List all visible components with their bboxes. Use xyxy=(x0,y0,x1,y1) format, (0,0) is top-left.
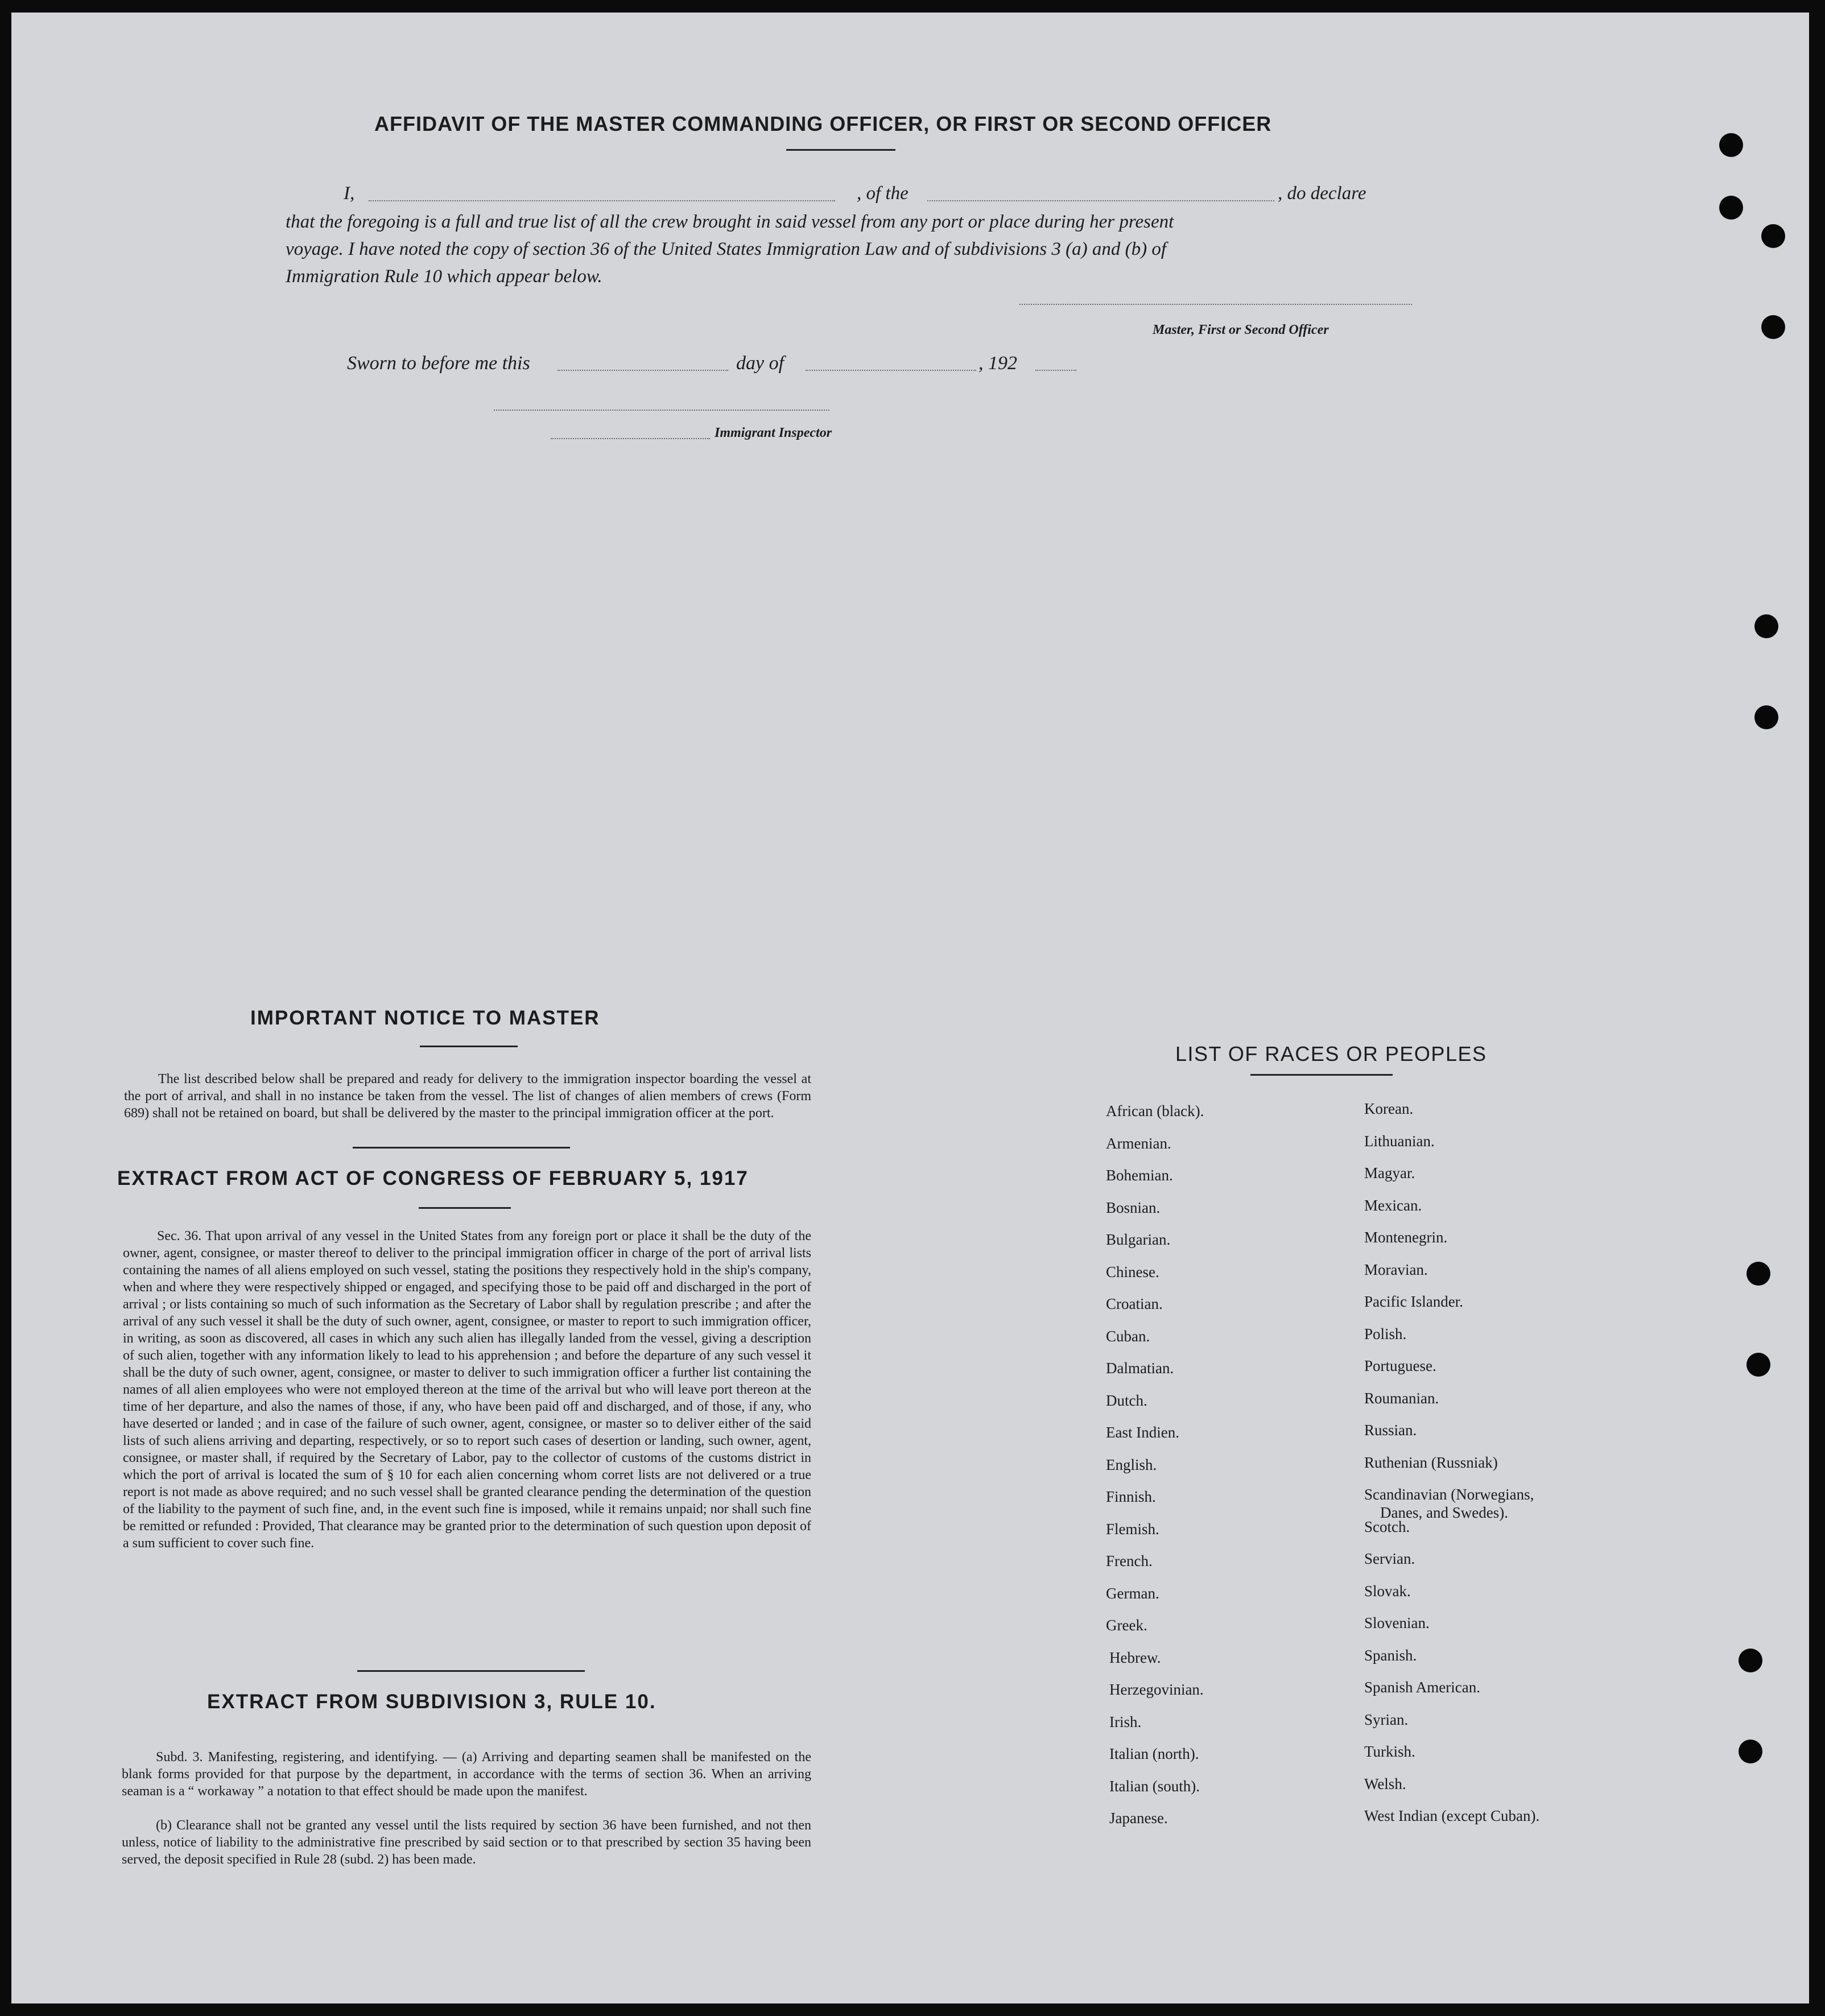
race-item: Japanese. xyxy=(1109,1810,1168,1827)
punch-hole xyxy=(1754,614,1778,638)
race-item: Slovak. xyxy=(1364,1582,1411,1600)
races-title-underline xyxy=(1250,1074,1393,1076)
race-item: Armenian. xyxy=(1106,1134,1171,1152)
race-item: French. xyxy=(1106,1552,1153,1569)
punch-hole xyxy=(1719,196,1743,220)
race-item: Polish. xyxy=(1364,1325,1407,1342)
punch-hole xyxy=(1761,315,1785,339)
declare-i-label: I, xyxy=(344,183,355,204)
race-item: Spanish American. xyxy=(1364,1679,1480,1696)
race-item: Montenegrin. xyxy=(1364,1229,1448,1246)
do-declare-label: , do declare xyxy=(1278,183,1366,204)
race-item: Dalmatian. xyxy=(1106,1360,1174,1377)
race-item: Dutch. xyxy=(1106,1391,1147,1409)
act-title-underline xyxy=(419,1207,511,1209)
race-item: German. xyxy=(1106,1584,1159,1602)
subdivision-3a-text: Subd. 3. Manifesting, registering, and identifying. — (a) Arriving and departing seamen shall be manifested on the blank forms provided for that purpose by the department, in accordance with the terms of section 36. When an arriving seaman is a “ workaway ” a notation to that effect should be made upon the manifest. xyxy=(122,1750,811,1799)
race-item: English. xyxy=(1106,1456,1157,1473)
race-item: Croatian. xyxy=(1106,1295,1163,1312)
punch-hole xyxy=(1746,1262,1770,1286)
punch-hole xyxy=(1761,224,1785,248)
race-item: Syrian. xyxy=(1364,1711,1409,1728)
notice-text: The list described below shall be prepared and ready for delivery to the immigration inspector boarding the vessel at the port of arrival, and shall in no instance be taken from the vessel. The list of changes of alien members of crews (Form 689) shall not be retained on board, but shall be delivered by the master to the principal immigration officer at the port. xyxy=(124,1072,811,1121)
punch-hole xyxy=(1739,1649,1762,1672)
race-item: Finnish. xyxy=(1106,1488,1156,1505)
race-item: Greek. xyxy=(1106,1617,1147,1634)
race-item: Hebrew. xyxy=(1109,1649,1161,1666)
sworn-day-line[interactable] xyxy=(558,370,728,371)
declaration-line-4: Immigration Rule 10 which appear below. xyxy=(286,266,602,287)
race-item: Pacific Islander. xyxy=(1364,1293,1463,1310)
race-item: Italian (north). xyxy=(1109,1745,1199,1762)
sworn-month-line[interactable] xyxy=(806,370,976,371)
subdivision-3b-text: (b) Clearance shall not be granted any vessel until the lists required by section 36 have been furnished, and not then unless, notice of liability to the administrative fine prescribed by said section or to that prescribed by section 35 having been served, the deposit specified in Rule 28 (subd. 2) has been made. xyxy=(122,1818,811,1867)
race-item: West Indian (except Cuban). xyxy=(1364,1807,1540,1824)
declaration-line-3: voyage. I have noted the copy of section 36 of the United States Immigration Law and of subdivisions 3 (a) and (b) of xyxy=(286,239,1167,259)
race-item: Moravian. xyxy=(1364,1261,1428,1278)
race-item: Servian. xyxy=(1364,1550,1415,1567)
of-the-label: , of the xyxy=(857,183,909,204)
race-item: Lithuanian. xyxy=(1364,1132,1435,1150)
race-item: Herzegovinian. xyxy=(1109,1681,1204,1698)
punch-hole xyxy=(1754,705,1778,729)
race-item: Slovenian. xyxy=(1364,1614,1430,1631)
title-underline xyxy=(786,149,895,151)
race-item: Chinese. xyxy=(1106,1263,1159,1280)
punch-hole xyxy=(1746,1353,1770,1377)
vessel-name-line[interactable] xyxy=(927,200,1274,201)
race-item: Magyar. xyxy=(1364,1164,1415,1181)
race-item: Bosnian. xyxy=(1106,1199,1161,1216)
race-item: Russian. xyxy=(1364,1422,1417,1439)
rule-extract-title: EXTRACT FROM SUBDIVISION 3, RULE 10. xyxy=(207,1691,656,1713)
race-item: Mexican. xyxy=(1364,1196,1422,1214)
race-item: Bulgarian. xyxy=(1106,1231,1171,1248)
section-36-text: Sec. 36. That upon arrival of any vessel in the United States from any foreign port or place it shall be the duty of the owner, agent, consignee, or master thereof to deliver to the principal immigration officer in charge of the port of arrival lists containing the names of all aliens employed on such vessel, stating the positions they respectively hold in the ship's company, when and where they were respectively shipped or engaged, and specifying those to be paid off and discharged in the port of arrival ; or lists containing so much of such information as the Secretary of Labor shall by regulation prescribe ; and after the arrival of any such vessel it shall be the duty of such owner, agent, consignee, or master to report to such immigration officer, in writing, as soon as discovered, all cases in which any such alien has illegally landed from the vessel, giving a description of such alien, together with any information likely to lead to his apprehension ; and before the departure of any such vessel it shall be the duty of such owner, agent, consignee, or master to deliver to such immigration officer a further list containing the names of all alien employees who were not employed thereon at the time of the arrival but who will leave port thereon at the time of her departure, and also the names of those, if any, who have been paid off and discharged, and of those, if any, who have deserted or landed ; and in case of the failure of such owner, agent, consignee, or master so to deliver either of the said lists of such aliens arriving and departing, respectively, or so to report such cases of desertion or landing, such owner, agent, consignee, or master shall, if required by the Secretary of Labor, pay to the collector of customs of the customs district in which the port of arrival is located the sum of § 10 for each alien concerning whom corret lists are not delivered or a true report is not made as above required; and no such vessel shall be granted clearance pending the determination of the question of the liability to the payment of such fine, and, in the event such fine is imposed, while it remains unpaid; nor shall such fine be remitted or refunded : Provided, That clearance may be granted prior to the determination of such question upon deposit of a sum sufficient to cover such fine. xyxy=(123,1229,811,1551)
affidavit-title: AFFIDAVIT OF THE MASTER COMMANDING OFFICER, OR FIRST OR SECOND OFFICER xyxy=(374,112,1272,135)
inspector-label: Immigrant Inspector xyxy=(715,425,832,440)
race-item: Italian (south). xyxy=(1109,1777,1200,1795)
master-signature-line[interactable] xyxy=(1019,304,1412,305)
race-item: Spanish. xyxy=(1364,1646,1417,1664)
form-page xyxy=(11,13,1809,2003)
race-item: Bohemian. xyxy=(1106,1167,1173,1184)
inspector-dotted-lead xyxy=(551,438,710,439)
day-of-label: day of xyxy=(736,353,784,374)
name-signature-line[interactable] xyxy=(369,200,835,201)
race-item: Welsh. xyxy=(1364,1775,1406,1792)
notice-title-underline xyxy=(420,1046,518,1047)
master-signature-label: Master, First or Second Officer xyxy=(1153,323,1329,337)
punch-hole xyxy=(1719,133,1743,157)
notice-title: IMPORTANT NOTICE TO MASTER xyxy=(250,1007,600,1029)
race-item: Portuguese. xyxy=(1364,1357,1436,1374)
section-divider-1 xyxy=(353,1147,570,1149)
year-label: , 192 xyxy=(978,353,1017,374)
act-extract-title: EXTRACT FROM ACT OF CONGRESS OF FEBRUARY 5, 1917 xyxy=(117,1167,749,1189)
race-item: Turkish. xyxy=(1364,1743,1415,1760)
race-item: Scotch. xyxy=(1364,1518,1410,1535)
race-item: African (black). xyxy=(1106,1102,1204,1119)
race-item: Cuban. xyxy=(1106,1327,1150,1345)
sworn-year-line[interactable] xyxy=(1035,370,1076,371)
punch-hole xyxy=(1739,1740,1762,1763)
race-item: Roumanian. xyxy=(1364,1389,1439,1407)
race-item: Korean. xyxy=(1364,1100,1414,1117)
race-item: Irish. xyxy=(1109,1713,1142,1730)
race-item: Scandinavian (Norwegians, xyxy=(1364,1486,1534,1503)
race-item: Danes, and Swedes). xyxy=(1380,1504,1508,1521)
declaration-line-2: that the foregoing is a full and true list of all the crew brought in said vessel from any port or place during her present xyxy=(286,212,1174,232)
section-divider-2 xyxy=(357,1670,585,1672)
inspector-signature-line[interactable] xyxy=(494,410,829,411)
race-item: Flemish. xyxy=(1106,1520,1159,1538)
race-item: East Indien. xyxy=(1106,1424,1179,1441)
races-title: LIST OF RACES OR PEOPLES xyxy=(1175,1042,1487,1065)
sworn-label: Sworn to before me this xyxy=(347,353,530,374)
race-item: Ruthenian (Russniak) xyxy=(1364,1453,1498,1471)
